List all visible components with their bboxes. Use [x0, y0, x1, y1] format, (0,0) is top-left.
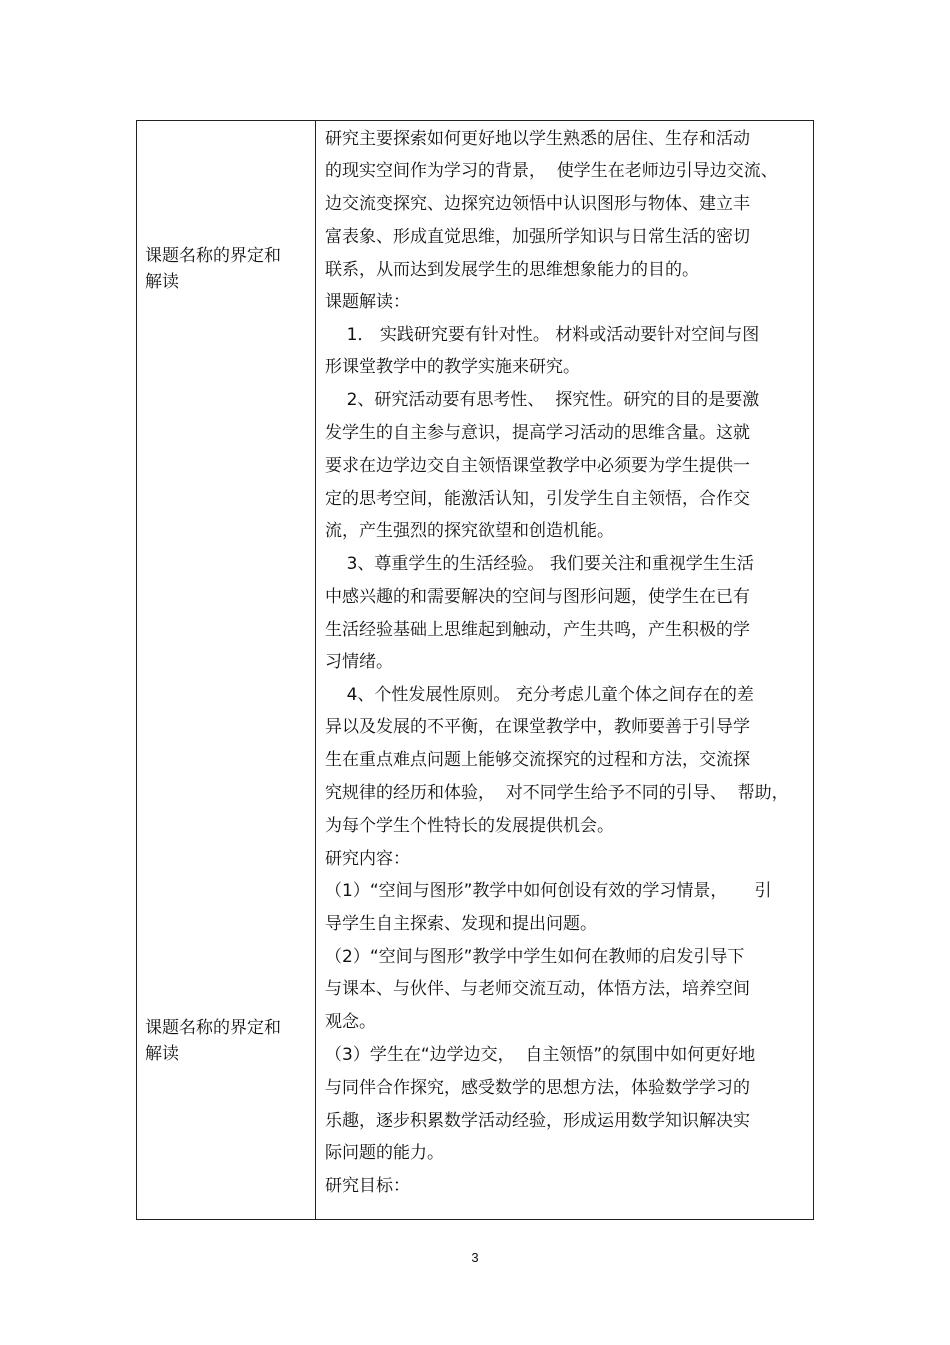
column-divider [315, 121, 316, 1219]
content-line: 3、尊重学生的生活经验。 我们要关注和重视学生生活 [325, 554, 754, 574]
content-line: 2、研究活动要有思考性、 探究性。研究的目的是要激 [325, 390, 760, 410]
content-line: 的现实空间作为学习的背景， 使学生在老师边引导边交流、 [325, 161, 778, 181]
content-line: 流，产生强烈的探究欲望和创造机能。 [325, 521, 614, 541]
content-line: 观念。 [325, 1012, 376, 1032]
content-line: 习情绪。 [325, 652, 393, 672]
content-line: 富表象、形成直觉思维，加强所学知识与日常生活的密切 [325, 227, 750, 247]
row-label-top: 课题名称的界定和 解读 [145, 246, 281, 292]
content-line: 导学生自主探索、发现和提出问题。 [325, 914, 597, 934]
content-line: 定的思考空间，能激活认知，引发学生自主领悟，合作交 [325, 489, 750, 509]
content-line: 边交流变探究、边探究边领悟中认识图形与物体、建立丰 [325, 194, 750, 214]
content-line: 研究内容： [325, 849, 410, 869]
content-line: 为每个学生个性特长的发展提供机会。 [325, 816, 614, 836]
content-line: 联系，从而达到发展学生的思维想象能力的目的。 [325, 260, 699, 280]
content-line: 形课堂教学中的教学实施来研究。 [325, 357, 580, 377]
content-line: 课题解读： [325, 292, 410, 312]
content-line: （2）“空间与图形”教学中学生如何在教师的启发引导下 [325, 947, 745, 967]
row-label-bottom: 课题名称的界定和 解读 [145, 1018, 281, 1064]
content-line: 究规律的经历和体验， 对不同学生给予不同的引导、 帮助， [325, 783, 789, 803]
content-line: （3）学生在“边学边交， 自主领悟”的氛围中如何更好地 [325, 1045, 756, 1065]
content-line: 4、个性发展性原则。 充分考虑儿童个体之间存在的差 [325, 685, 754, 705]
content-line: 生活经验基础上思维起到触动，产生共鸣，产生积极的学 [325, 620, 750, 640]
content-line: 与同伴合作探究，感受数学的思想方法，体验数学学习的 [325, 1078, 750, 1098]
content-line: 1． 实践研究要有针对性。 材料或活动要针对空间与图 [325, 325, 760, 345]
content-line: 乐趣，逐步积累数学活动经验，形成运用数学知识解决实 [325, 1111, 750, 1131]
content-line: 研究主要探索如何更好地以学生熟悉的居住、生存和活动 [325, 129, 750, 149]
content-line: 研究目标： [325, 1176, 410, 1196]
content-line: 生在重点难点问题上能够交流探究的过程和方法，交流探 [325, 750, 750, 770]
content-line: 中感兴趣的和需要解决的空间与图形问题，使学生在已有 [325, 587, 750, 607]
content-line: 际问题的能力。 [325, 1143, 444, 1163]
content-line: 与课本、与伙伴、与老师交流互动，体悟方法，培养空间 [325, 979, 750, 999]
content-line: 异以及发展的不平衡，在课堂教学中，教师要善于引导学 [325, 717, 750, 737]
document-table [136, 120, 814, 1220]
content-line: （1）“空间与图形”教学中如何创设有效的学习情景， 引 [325, 881, 772, 901]
content-line: 发学生的自主参与意识，提高学习活动的思维含量。这就 [325, 423, 750, 443]
page-number: 3 [471, 1250, 479, 1265]
content-line: 要求在边学边交自主领悟课堂教学中必须要为学生提供一 [325, 456, 750, 476]
